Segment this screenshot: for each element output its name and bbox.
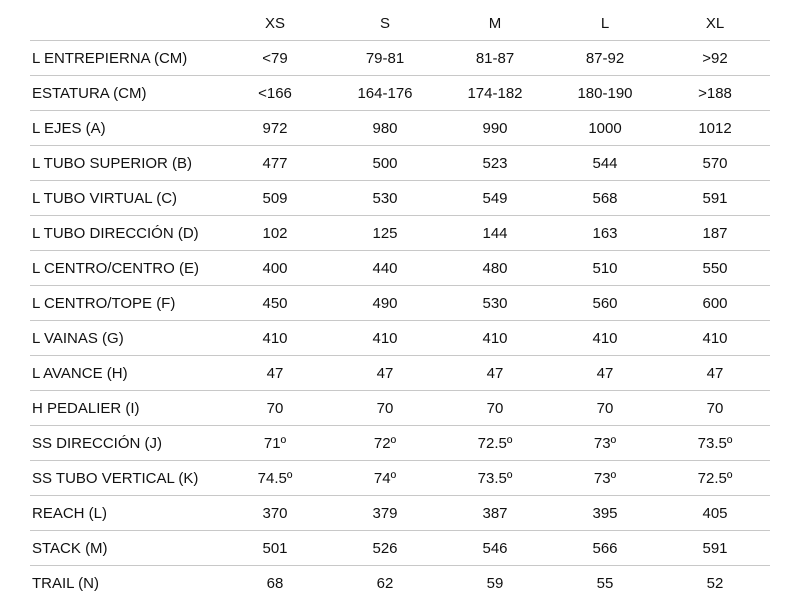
row-value-cell: 410: [220, 321, 330, 356]
row-value-cell: 600: [660, 286, 770, 321]
table-row: [30, 566, 770, 601]
table-header-row: [30, 6, 770, 41]
row-label: L TUBO DIRECCIÓN (D): [30, 216, 220, 251]
table-row: [30, 286, 770, 321]
row-value-cell: 980: [330, 111, 440, 146]
row-label: SS TUBO VERTICAL (K): [30, 461, 220, 496]
row-value-cell: 440: [330, 251, 440, 286]
row-value-cell: 544: [550, 146, 660, 181]
row-value-cell: 144: [440, 216, 550, 251]
row-value-cell: 1000: [550, 111, 660, 146]
row-value-cell: 70: [220, 391, 330, 426]
row-value-cell: 477: [220, 146, 330, 181]
table-row: [30, 356, 770, 391]
row-value-cell: 55: [550, 566, 660, 601]
row-value-cell: 87-92: [550, 41, 660, 76]
table-row: [30, 461, 770, 496]
row-value-cell: 81-87: [440, 41, 550, 76]
row-value-cell: 163: [550, 216, 660, 251]
row-value-cell: 68: [220, 566, 330, 601]
header-size-xl: XL: [705, 14, 725, 32]
header-label-cell: [30, 6, 220, 41]
row-value-cell: 387: [440, 496, 550, 531]
row-value-cell: 480: [440, 251, 550, 286]
row-value-cell: 560: [550, 286, 660, 321]
header-size-s: S: [379, 14, 390, 32]
row-value-cell: 568: [550, 181, 660, 216]
row-value-cell: 47: [440, 356, 550, 391]
table-row: [30, 146, 770, 181]
row-label: L EJES (A): [30, 111, 220, 146]
row-value-cell: 74º: [330, 461, 440, 496]
row-value-cell: 566: [550, 531, 660, 566]
row-value-cell: 405: [660, 496, 770, 531]
row-label: ESTATURA (CM): [30, 76, 220, 111]
header-size-xs: XS: [264, 14, 285, 32]
row-label: L ENTREPIERNA (CM): [30, 41, 220, 76]
geometry-table: [30, 6, 770, 600]
row-value-cell: 72.5º: [660, 461, 770, 496]
row-value-cell: 990: [440, 111, 550, 146]
row-label: SS DIRECCIÓN (J): [30, 426, 220, 461]
table-row: [30, 496, 770, 531]
row-label: STACK (M): [30, 531, 220, 566]
row-value-cell: 500: [330, 146, 440, 181]
row-value-cell: 47: [220, 356, 330, 391]
table-row: [30, 216, 770, 251]
row-value-cell: 395: [550, 496, 660, 531]
row-value-cell: 79-81: [330, 41, 440, 76]
row-value-cell: 400: [220, 251, 330, 286]
table-row: [30, 321, 770, 356]
row-value-cell: 501: [220, 531, 330, 566]
row-value-cell: 70: [330, 391, 440, 426]
table-row: [30, 426, 770, 461]
row-value-cell: 379: [330, 496, 440, 531]
row-value-cell: 549: [440, 181, 550, 216]
row-value-cell: 47: [550, 356, 660, 391]
header-size-m: M: [488, 14, 502, 32]
row-label: L CENTRO/TOPE (F): [30, 286, 220, 321]
row-value-cell: 450: [220, 286, 330, 321]
row-value-cell: 59: [440, 566, 550, 601]
row-value-cell: 530: [440, 286, 550, 321]
row-value-cell: 102: [220, 216, 330, 251]
row-value-cell: 410: [660, 321, 770, 356]
row-value-cell: 591: [660, 181, 770, 216]
row-label: H PEDALIER (I): [30, 391, 220, 426]
row-value-cell: 47: [660, 356, 770, 391]
row-value-cell: 550: [660, 251, 770, 286]
row-label: REACH (L): [30, 496, 220, 531]
row-value-cell: 70: [660, 391, 770, 426]
row-label: L AVANCE (H): [30, 356, 220, 391]
row-value-cell: 71º: [220, 426, 330, 461]
row-label: L TUBO VIRTUAL (C): [30, 181, 220, 216]
row-value-cell: 125: [330, 216, 440, 251]
table-row: [30, 111, 770, 146]
row-value-cell: 570: [660, 146, 770, 181]
row-value-cell: 370: [220, 496, 330, 531]
row-value-cell: 510: [550, 251, 660, 286]
row-label: TRAIL (N): [30, 566, 220, 601]
row-value-cell: 410: [440, 321, 550, 356]
table-row: [30, 251, 770, 286]
row-value-cell: 72.5º: [440, 426, 550, 461]
row-value-cell: 187: [660, 216, 770, 251]
row-value-cell: 73.5º: [440, 461, 550, 496]
table-row: [30, 41, 770, 76]
row-value-cell: 180-190: [550, 76, 660, 111]
row-value-cell: 509: [220, 181, 330, 216]
row-value-cell: 70: [440, 391, 550, 426]
row-value-cell: 164-176: [330, 76, 440, 111]
header-size-l: L: [600, 14, 610, 32]
row-value-cell: >92: [660, 41, 770, 76]
row-value-cell: 73º: [550, 461, 660, 496]
row-value-cell: 174-182: [440, 76, 550, 111]
row-value-cell: 410: [550, 321, 660, 356]
row-value-cell: 530: [330, 181, 440, 216]
row-value-cell: 70: [550, 391, 660, 426]
row-value-cell: 523: [440, 146, 550, 181]
row-value-cell: 591: [660, 531, 770, 566]
row-label: L VAINAS (G): [30, 321, 220, 356]
table-row: [30, 531, 770, 566]
row-label: L TUBO SUPERIOR (B): [30, 146, 220, 181]
row-value-cell: 72º: [330, 426, 440, 461]
row-value-cell: 410: [330, 321, 440, 356]
row-value-cell: 546: [440, 531, 550, 566]
row-value-cell: 1012: [660, 111, 770, 146]
table-row: [30, 181, 770, 216]
row-value-cell: 73º: [550, 426, 660, 461]
row-value-cell: 74.5º: [220, 461, 330, 496]
table-body: [30, 41, 770, 601]
row-value-cell: 490: [330, 286, 440, 321]
table-row: [30, 391, 770, 426]
row-value-cell: <166: [220, 76, 330, 111]
row-value-cell: >188: [660, 76, 770, 111]
table-row: [30, 76, 770, 111]
row-value-cell: <79: [220, 41, 330, 76]
row-label: L CENTRO/CENTRO (E): [30, 251, 220, 286]
row-value-cell: 526: [330, 531, 440, 566]
row-value-cell: 62: [330, 566, 440, 601]
row-value-cell: 972: [220, 111, 330, 146]
row-value-cell: 47: [330, 356, 440, 391]
row-value-cell: 52: [660, 566, 770, 601]
row-value-cell: 73.5º: [660, 426, 770, 461]
